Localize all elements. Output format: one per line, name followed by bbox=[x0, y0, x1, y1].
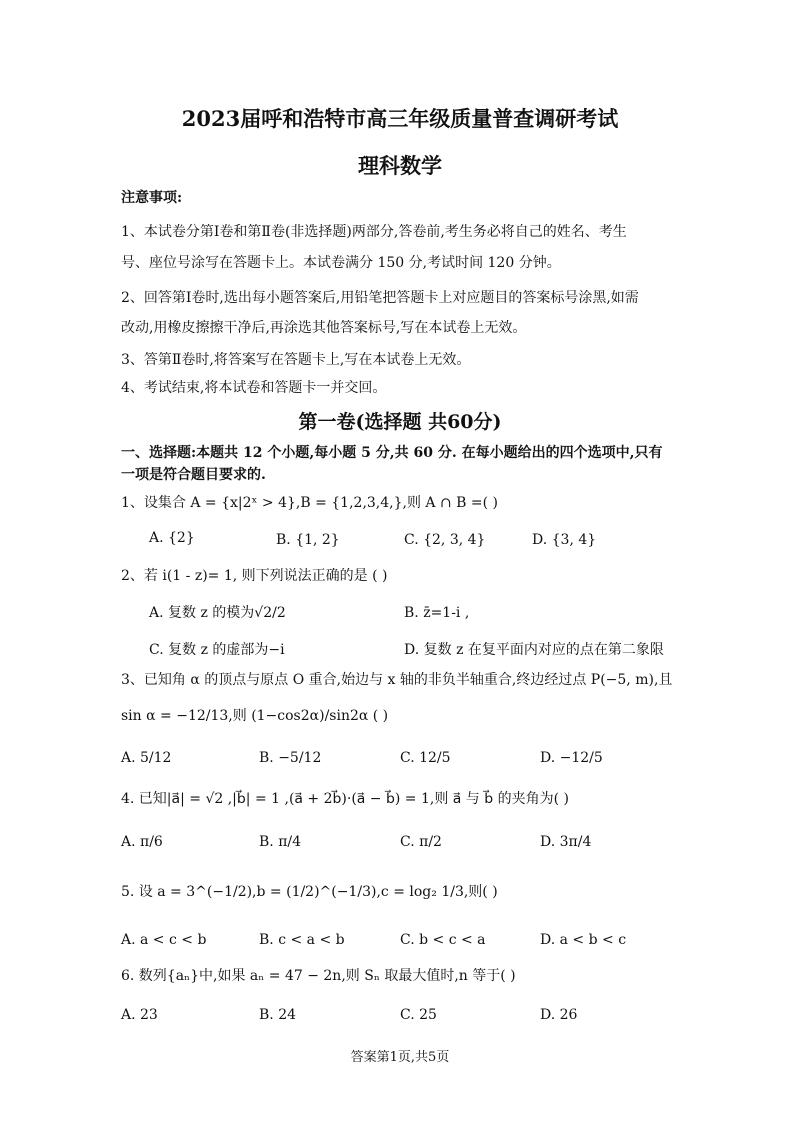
instructions-line: 一项是符合题目要求的. bbox=[121, 467, 266, 483]
question-6-option-a: A. 23 bbox=[121, 1007, 158, 1023]
page-footer: 答案第1页,共5页 bbox=[350, 1050, 450, 1065]
question-1-option-a: A. {2} bbox=[149, 530, 195, 546]
question-2-option-d: D. 复数 z 在复平面内对应的点在第二象限 bbox=[404, 642, 664, 658]
question-3-option-b: B. −5/12 bbox=[259, 750, 322, 766]
question-4-option-a: A. π/6 bbox=[121, 834, 163, 850]
notice-line: 3、答第Ⅱ卷时,将答案写在答题卡上,写在本试卷上无效。 bbox=[121, 352, 471, 368]
question-3-option-d: D. −12/5 bbox=[540, 750, 603, 766]
question-4-stem: 4. 已知|a⃗| = √2 ,|b⃗| = 1 ,(a⃗ + 2b⃗)·(a⃗ − b⃗) = 1,则 a⃗ 与 b⃗ 的夹角为( ) bbox=[121, 791, 569, 807]
notice-line: 号、座位号涂写在答题卡上。本试卷满分 150 分,考试时间 120 分钟。 bbox=[121, 255, 561, 271]
question-6-stem: 6. 数列{aₙ}中,如果 aₙ = 47 − 2n,则 Sₙ 取最大值时,n 等于( ) bbox=[121, 968, 516, 984]
question-3-stem-continued: sin α = −12/13,则 (1−cos2α)/sin2α ( ) bbox=[121, 708, 389, 724]
question-3-stem: 3、已知角 α 的顶点与原点 O 重合,始边与 x 轴的非负半轴重合,终边经过点 P(−5, m),且 bbox=[121, 672, 673, 688]
question-2-stem: 2、若 i(1 - z)= 1, 则下列说法正确的是 ( ) bbox=[121, 568, 388, 584]
question-5-option-d: D. a < b < c bbox=[540, 932, 627, 948]
notice-line: 4、考试结束,将本试卷和答题卡一并交回。 bbox=[121, 380, 387, 396]
question-4-option-c: C. π/2 bbox=[400, 834, 442, 850]
question-3-option-a: A. 5/12 bbox=[121, 750, 172, 766]
question-1-option-b: B. {1, 2} bbox=[276, 532, 340, 548]
section-title: 第一卷(选择题 共60分) bbox=[298, 411, 502, 433]
question-5-option-c: C. b < c < a bbox=[400, 932, 486, 948]
question-6-option-c: C. 25 bbox=[400, 1007, 437, 1023]
question-4-option-d: D. 3π/4 bbox=[540, 834, 592, 850]
question-1-option-d: D. {3, 4} bbox=[532, 532, 597, 548]
question-5-option-a: A. a < c < b bbox=[121, 932, 207, 948]
question-5-option-b: B. c < a < b bbox=[259, 932, 345, 948]
question-2-option-c: C. 复数 z 的虚部为−i bbox=[149, 642, 285, 658]
question-5-stem: 5. 设 a = 3^(−1/2),b = (1/2)^(−1/3),c = log₂ 1/3,则( ) bbox=[121, 884, 498, 900]
question-1-option-c: C. {2, 3, 4} bbox=[404, 532, 486, 548]
notice-heading: 注意事项: bbox=[121, 190, 183, 206]
exam-subtitle: 理科数学 bbox=[358, 153, 442, 178]
question-3-option-c: C. 12/5 bbox=[400, 750, 451, 766]
notice-line: 1、本试卷分第Ⅰ卷和第Ⅱ卷(非选择题)两部分,答卷前,考生务必将自己的姓名、考生 bbox=[121, 224, 627, 240]
question-2-option-b: B. z̄=1-i , bbox=[404, 605, 470, 621]
notice-line: 2、回答第Ⅰ卷时,选出每小题答案后,用铅笔把答题卡上对应题目的答案标号涂黑,如需 bbox=[121, 290, 639, 306]
question-6-option-b: B. 24 bbox=[259, 1007, 297, 1023]
question-4-option-b: B. π/4 bbox=[259, 834, 302, 850]
instructions-line: 一、选择题:本题共 12 个小题,每小题 5 分,共 60 分. 在每小题给出的四个选项中,只有 bbox=[121, 445, 663, 461]
question-2-option-a: A. 复数 z 的模为√2/2 bbox=[149, 605, 286, 621]
question-6-option-d: D. 26 bbox=[540, 1007, 578, 1023]
exam-title: 2023届呼和浩特市高三年级质量普查调研考试 bbox=[181, 106, 619, 131]
notice-line: 改动,用橡皮擦擦干净后,再涂选其他答案标号,写在本试卷上无效。 bbox=[121, 320, 527, 336]
question-1-stem: 1、设集合 A = {x|2ˣ > 4},B = {1,2,3,4,},则 A ∩ B =( ) bbox=[121, 495, 499, 511]
